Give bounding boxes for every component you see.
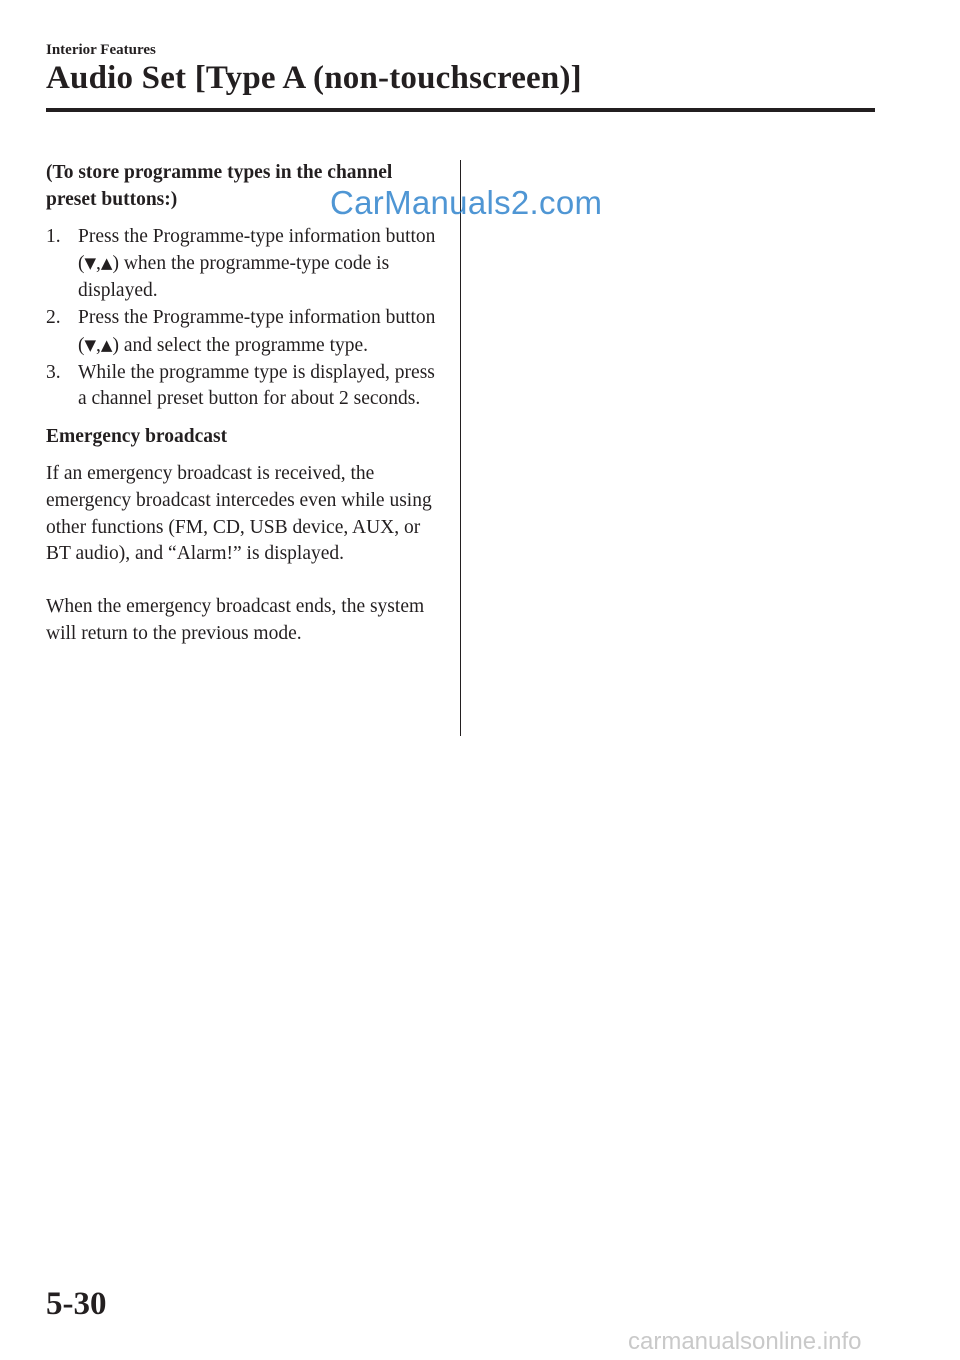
- down-triangle-icon: ▼: [84, 254, 97, 273]
- up-triangle-icon: ▲: [100, 254, 113, 273]
- page-number: 5-30: [46, 1286, 107, 1322]
- emergency-heading: Emergency broadcast: [46, 426, 228, 448]
- step-item: [46, 224, 446, 305]
- main-content: [46, 160, 446, 674]
- title-rule: [46, 108, 875, 112]
- step-number: 1.: [46, 225, 61, 247]
- footer-watermark: carmanualsonline.info: [628, 1328, 862, 1355]
- step-text: While the programme type is displayed, press a channel preset button for about 2 seconds.: [78, 361, 435, 410]
- step-item: [46, 360, 446, 414]
- step-number: 3.: [46, 361, 61, 383]
- step-text-before: Press the Programme-type information button (: [78, 225, 436, 275]
- store-heading: (To store programme types in the channel preset buttons:): [46, 162, 393, 210]
- arrow-separator: ,: [96, 334, 101, 356]
- watermark: CarManuals2.com: [330, 184, 603, 221]
- step-text: [78, 305, 446, 360]
- step-item: [46, 305, 446, 360]
- emergency-paragraph: If an emergency broadcast is received, the emergency broadcast intercedes even while using other functions (FM, CD, USB device, AUX, or BT audio), and “Alarm!” is displayed.: [46, 462, 432, 565]
- step-text-before: Press the Programme-type information button (: [78, 306, 436, 356]
- step-text-after: ) and select the programme type.: [112, 334, 369, 356]
- arrow-separator: ,: [96, 253, 101, 275]
- step-text-after: ) when the programme-type code is displayed.: [78, 253, 390, 302]
- up-triangle-icon: ▲: [100, 335, 113, 354]
- step-number: 2.: [46, 306, 61, 328]
- down-triangle-icon: ▼: [84, 335, 97, 354]
- page-title: Audio Set [Type A (non-touchscreen)]: [46, 60, 582, 96]
- step-text: [78, 224, 446, 305]
- steps-list: [46, 224, 446, 414]
- emergency-end-paragraph: When the emergency broadcast ends, the system will return to the previous mode.: [46, 596, 425, 644]
- section-label: Interior Features: [46, 42, 156, 58]
- column-divider: [460, 160, 461, 736]
